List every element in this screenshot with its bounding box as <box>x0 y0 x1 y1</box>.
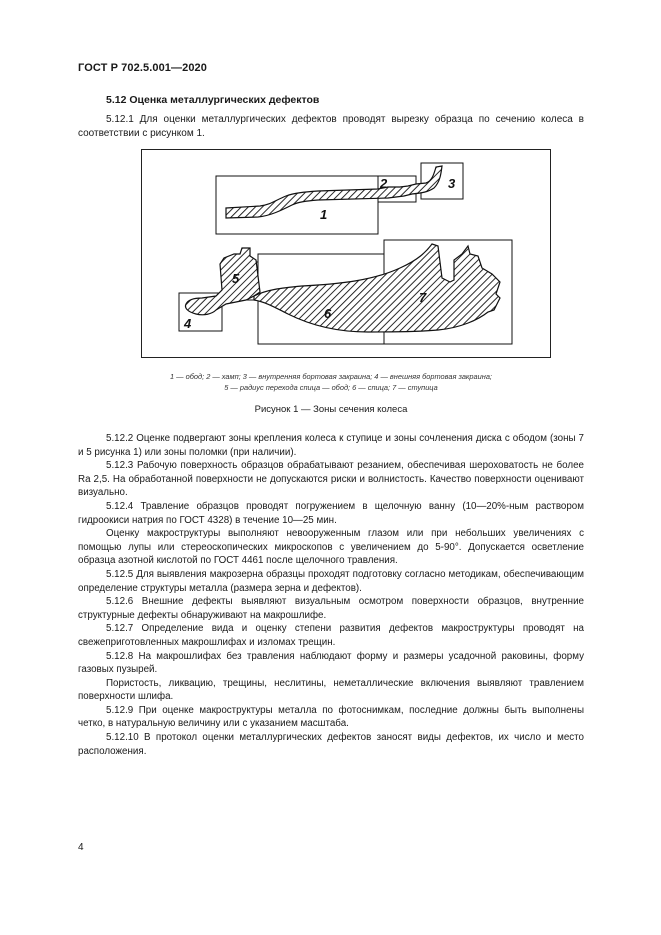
figure-caption: Рисунок 1 — Зоны сечения колеса <box>254 404 408 415</box>
paragraph-5-12-6: 5.12.6 Внешние дефекты выявляют визуальным осмотром поверхности образцов, внутренние структурные дефекты обнаруживают на макрошлифе. <box>78 596 584 621</box>
body-text <box>78 432 584 758</box>
paragraph-macrostructure-assessment: Оценку макроструктуры выполняют невооруженным глазом или при небольших увеличениях с помощью лупы или стереоскопических микроскопов с увеличением до 5-90°. Допускается осветление образца азотной кислотой по ГОСТ 4461 после щелочного травления. <box>78 528 584 567</box>
zone-1-box <box>216 176 378 234</box>
upper-section <box>216 163 463 234</box>
intro-paragraph: 5.12.1 Для оценки металлургических дефектов проводят вырезку образца по сечению колеса в соответствии с рисунком 1. <box>78 114 584 139</box>
wheel-section-drawing <box>142 150 550 357</box>
paragraph-5-12-5: 5.12.5 Для выявления макрозерна образцы проходят подготовку согласно методикам, обеспечивающим определение структуры металла (размера зерна и дефектов). <box>78 568 584 594</box>
zone-6-label: 6 <box>324 306 332 321</box>
zone-4-label: 4 <box>184 316 192 331</box>
lower-section <box>179 240 512 344</box>
wheel-section-figure <box>141 149 551 358</box>
paragraph-5-12-4: 5.12.4 Травление образцов проводят погружением в щелочную ванну (10—20%-ным раствором гидроокиси натрия по ГОСТ 4328) в течение 10—25 мин. <box>78 500 584 526</box>
paragraph-5-12-2: 5.12.2 Оценке подвергают зоны крепления колеса к ступице и зоны сочленения диска с ободом (зоны 7 и 5 рисунка 1) или зоны поломки (при наличии). <box>78 433 584 458</box>
legend-line-1: 1 — обод; 2 — хамп; 3 — внутренняя бортовая закраина; 4 — внешняя бортовая закраина; <box>170 372 492 381</box>
paragraph-5-12-9: 5.12.9 При оценке макроструктуры металла по фотоснимкам, последние должны быть выполнены четко, в натуральную величину или с указанием масштаба. <box>78 704 584 730</box>
paragraph-5-12-7: 5.12.7 Определение вида и оценку степени развития дефектов макроструктуры проводят на свежеприготовленных макрошлифах и изломах трещин. <box>78 623 584 648</box>
figure-legend <box>78 371 584 393</box>
zone-1-label: 1 <box>320 207 328 222</box>
zone-5-label: 5 <box>232 271 240 286</box>
rim-profile <box>226 166 442 218</box>
paragraph-5-12-3: 5.12.3 Рабочую поверхность образцов обрабатывают резанием, обеспечивая шероховатость не более Ra 2,5. На обработанной поверхности не допускаются риски и волнистость. Качество поверхности оценивают визуально. <box>78 460 584 499</box>
disc-and-hub-profile <box>254 244 500 332</box>
page-number: 4 <box>78 842 84 853</box>
legend-line-2: 5 — радиус перехода спица — обод; 6 — спица; 7 — ступица <box>224 383 438 392</box>
section-title: 5.12 Оценка металлургических дефектов <box>106 94 320 106</box>
paragraph-5-12-8: 5.12.8 На макрошлифах без травления наблюдают форму и размеры усадочной раковины, форму газовых пузырей. <box>78 650 584 676</box>
zone-2-label: 2 <box>380 176 388 191</box>
zone-3-label: 3 <box>448 176 456 191</box>
paragraph-5-12-10: 5.12.10 В протокол оценки металлургических дефектов заносят виды дефектов, их число и место расположения. <box>78 732 584 757</box>
paragraph-porosity: Пористость, ликвацию, трещины, неслитины, неметаллические включения выявляют травлением поверхности шлифа. <box>78 677 584 703</box>
rim-and-flange-profile <box>185 248 260 315</box>
document-header: ГОСТ Р 702.5.001—2020 <box>78 62 207 74</box>
zone-7-label: 7 <box>419 290 427 305</box>
